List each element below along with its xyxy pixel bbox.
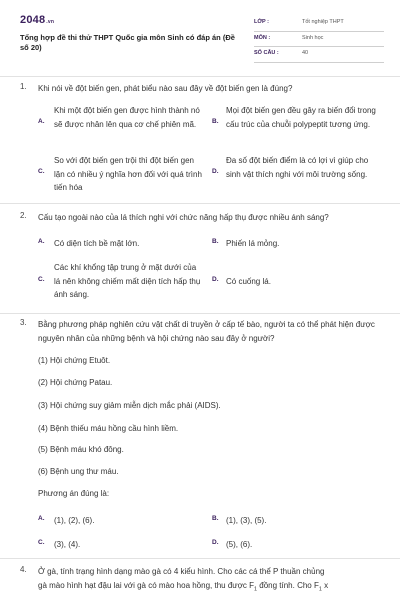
statement-4: (4) Bệnh thiếu máu hồng cầu hình liềm. — [38, 424, 179, 433]
option-2c[interactable]: C. Các khí khổng tập trung ở mặt dưới của lá nên không chiếm mất diện tích hấp thụ ánh sáng. — [38, 263, 201, 299]
option-3c[interactable]: C. (3), (4). — [38, 539, 81, 549]
option-2b[interactable]: B. Phiến lá mỏng. — [212, 238, 280, 248]
divider — [0, 76, 400, 77]
meta-subject: MÔN : Sinh học — [254, 32, 384, 48]
question-3: 3. Bằng phương pháp nghiên cứu vật chất di truyền ở cấp tế bào, người ta có thể phát hiện được nguyên nhân của những bệnh và hội chứng nào sau đây ở người? (1) Hội chứng Etuôt. (2) Hội chứng Patau. (3) Hội chứng suy giảm miễn dịch mắc phải (AIDS). (4) Bệnh thiếu máu hồng cầu hình liềm. (5) Bệnh máu khó đông. (6) Bệnh ung thư máu. Phương án đúng là: A. (1), (2), (6). B. (1), (3), (5). C. (3), (4). D. (5), (6). — [20, 318, 380, 553]
statement-3: (3) Hội chứng suy giảm miễn dịch mắc phải (AIDS). — [38, 401, 221, 410]
question-4-text: Ở gà, tính trạng hình dạng mào gà có 4 kiểu hình. Cho các cá thể P thuần chủng gà mào hình hạt đậu lai với gà có mào hoa hồng, thu được $F_1$ đồng tính. Cho $F_1$ x — [38, 567, 329, 593]
question-4: 4. Ở gà, tính trạng hình dạng mào gà có 4 kiểu hình. Cho các cá thể P thuần chủng gà mào hình hạt đậu lai với gà có mào hoa hồng, thu được $F_1$ đồng tính. Cho $F_1$ x — [20, 565, 380, 600]
option-1b[interactable]: B. Mọi đột biến gen đều gây ra biến đổi trong cấu trúc của chuỗi polypeptit tương ứng. — [212, 106, 376, 129]
question-1: 1. Khi nói về đột biến gen, phát biểu nào sau đây về đột biến gen là đúng? A. Khi một đột biến gen được hình thành nó sẽ được nhân lên qua cơ chế phiên mã. B. Mọi đột biến gen đều gây ra biến đổi trong cấu trúc của chuỗi polypeptit tương ứng. C. So với đột biến gen trội thì đột biến gen lặn có nhiều ý nghĩa hơn đối với quá trình tiến hóa D. Đa số đột biến điểm là có lợi vì giúp cho sinh vật thích nghi với môi trường sống. — [20, 82, 380, 200]
option-1a[interactable]: A. Khi một đột biến gen được hình thành nó sẽ được nhân lên qua cơ chế phiên mã. — [38, 106, 200, 129]
statement-1: (1) Hội chứng Etuôt. — [38, 356, 111, 365]
meta-question-count: SỐ CÂU : 40 — [254, 47, 384, 63]
answer-prompt: Phương án đúng là: — [38, 489, 110, 498]
statement-6: (6) Bệnh ung thư máu. — [38, 467, 119, 476]
question-2: 2. Cấu tạo ngoài nào của lá thích nghi với chức năng hấp thụ được nhiều ánh sáng? A. Có diện tích bề mặt lớn. B. Phiến lá mỏng. C. Các khí khổng tập trung ở mặt dưới của lá nên không chiếm mất diện tích hấp thụ ánh sáng. D. Có cuống lá. — [20, 211, 380, 311]
option-3d[interactable]: D. (5), (6). — [212, 539, 253, 549]
option-3b[interactable]: B. (1), (3), (5). — [212, 515, 267, 525]
meta-grade: LỚP : Tốt nghiệp THPT — [254, 16, 384, 32]
option-1d[interactable]: D. Đa số đột biến điểm là có lợi vì giúp cho sinh vật thích nghi với môi trường sống. — [212, 156, 369, 179]
divider — [0, 313, 400, 314]
divider — [0, 558, 400, 559]
option-2a[interactable]: A. Có diện tích bề mặt lớn. — [38, 238, 140, 248]
option-1c[interactable]: C. So với đột biến gen trội thì đột biến gen lặn có nhiều ý nghĩa hơn đối với quá trình tiến hóa — [38, 156, 202, 192]
option-2d[interactable]: D. Có cuống lá. — [212, 276, 271, 286]
site-logo[interactable]: 2048.vn — [20, 14, 55, 26]
document-meta — [254, 16, 384, 63]
document-header — [20, 14, 380, 72]
document-title: Tổng hợp đề thi thử THPT Quốc gia môn Sinh có đáp án (Đề số 20) — [20, 33, 235, 52]
statement-5: (5) Bệnh máu khó đông. — [38, 445, 124, 454]
option-3a[interactable]: A. (1), (2), (6). — [38, 515, 95, 525]
divider — [0, 203, 400, 204]
statement-2: (2) Hội chứng Patau. — [38, 378, 113, 387]
